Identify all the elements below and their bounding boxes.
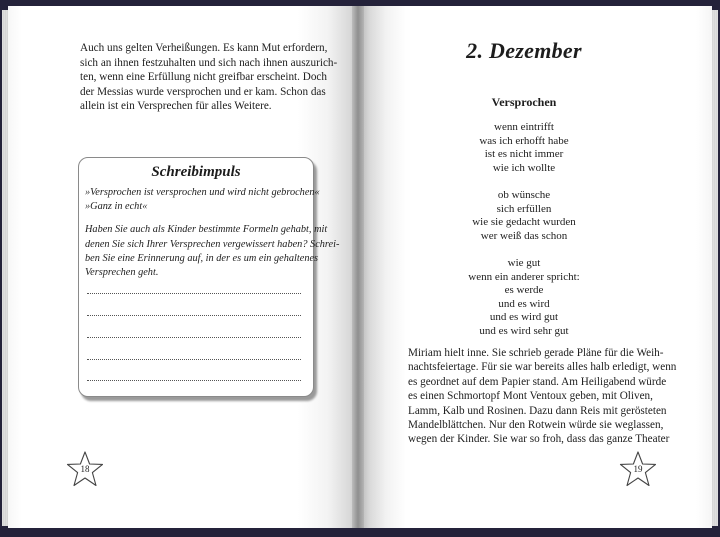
writing-prompt-text xyxy=(85,186,340,280)
poem-line: wenn ein anderer spricht: xyxy=(468,270,580,283)
poem-line: und es wird sehr gut xyxy=(479,324,569,337)
text-line: wegen der Kinder. Sie war so froh, dass das ganze Theater xyxy=(408,433,670,446)
poem-line: ob wünsche xyxy=(497,188,551,201)
poem-line: und es wird gut xyxy=(489,311,559,324)
writing-line[interactable] xyxy=(87,337,301,338)
poem-line: wie sie gedacht wurden xyxy=(472,216,576,229)
question-line: ben Sie eine Erinnerung auf, in der es um ein gehaltenes xyxy=(85,252,319,264)
book-gutter xyxy=(352,6,364,528)
poem-line: es werde xyxy=(504,284,544,297)
right-paragraph xyxy=(408,346,677,447)
poem xyxy=(408,121,640,339)
poem-line: und es wird xyxy=(498,297,550,310)
chapter-title: 2. Dezember xyxy=(466,38,582,63)
text-line: es geordnet auf dem Papier stand. Am Heiligabend würde xyxy=(408,375,667,388)
poem-line: wie gut xyxy=(507,256,541,269)
poem-title: Versprochen xyxy=(491,95,557,109)
text-line: Lamm, Kalb und Rosinen. Dazu dann Reis mit gerösteten xyxy=(408,404,667,417)
poem-line: was ich erhofft habe xyxy=(479,134,569,147)
text-line: ten, wenn eine Erfüllung nicht greifbar erscheint. Doch xyxy=(80,71,327,83)
text-line: allein ist ein Versprechen für alles Weitere. xyxy=(80,100,272,112)
writing-prompt-box xyxy=(78,157,340,397)
left-paragraph xyxy=(80,41,338,114)
poem-line: wer weiß das schon xyxy=(480,229,568,242)
quote-line: »Ganz in echt« xyxy=(85,201,148,213)
poem-line: ist es nicht immer xyxy=(484,148,564,161)
poem-line: wie ich wollte xyxy=(492,161,556,174)
stanza-break xyxy=(408,175,640,189)
poem-line: sich erfüllen xyxy=(496,202,552,215)
text-line: es einen Schmortopf Mont Ventoux geben, mit Oliven, xyxy=(408,390,653,403)
writing-prompt-title: Schreibimpuls xyxy=(151,164,241,180)
quote-line: »Versprochen ist versprochen und wird nicht gebrochen« xyxy=(85,187,320,198)
writing-line[interactable] xyxy=(87,359,301,360)
page-number: 18 xyxy=(80,464,90,474)
page-number-star-right xyxy=(619,451,657,487)
writing-line[interactable] xyxy=(87,380,301,381)
text-line: Mandelblättchen. Nur den Rotwein würde sie weglassen, xyxy=(408,419,664,432)
writing-line[interactable] xyxy=(87,315,301,316)
page-number: 19 xyxy=(633,464,643,474)
question-line: Versprechen geht. xyxy=(85,267,159,279)
poem-line: wenn eintrifft xyxy=(494,121,554,133)
text-line: nachtsfeiertage. Für sie war bereits alles halb erledigt, wenn xyxy=(408,361,677,374)
question-line: denen Sie sich Ihrer Versprechen vergewissert haben? Schrei- xyxy=(85,238,340,250)
text-line: sich an ihnen festzuhalten und sich nach ihnen auszurich- xyxy=(80,56,338,69)
text-line: der Messias wurde versprochen und er kam. Schon das xyxy=(80,85,326,98)
text-line: Miriam hielt inne. Sie schrieb gerade Pläne für die Weih- xyxy=(408,347,664,359)
spacer xyxy=(85,214,309,223)
question-line: Haben Sie auch als Kinder bestimmte Formeln gehabt, mit xyxy=(85,224,328,236)
text-line: Auch uns gelten Verheißungen. Es kann Mut erfordern, xyxy=(80,42,328,54)
writing-line[interactable] xyxy=(87,293,301,294)
page-number-star-left xyxy=(66,451,104,487)
stanza-break xyxy=(408,243,640,257)
